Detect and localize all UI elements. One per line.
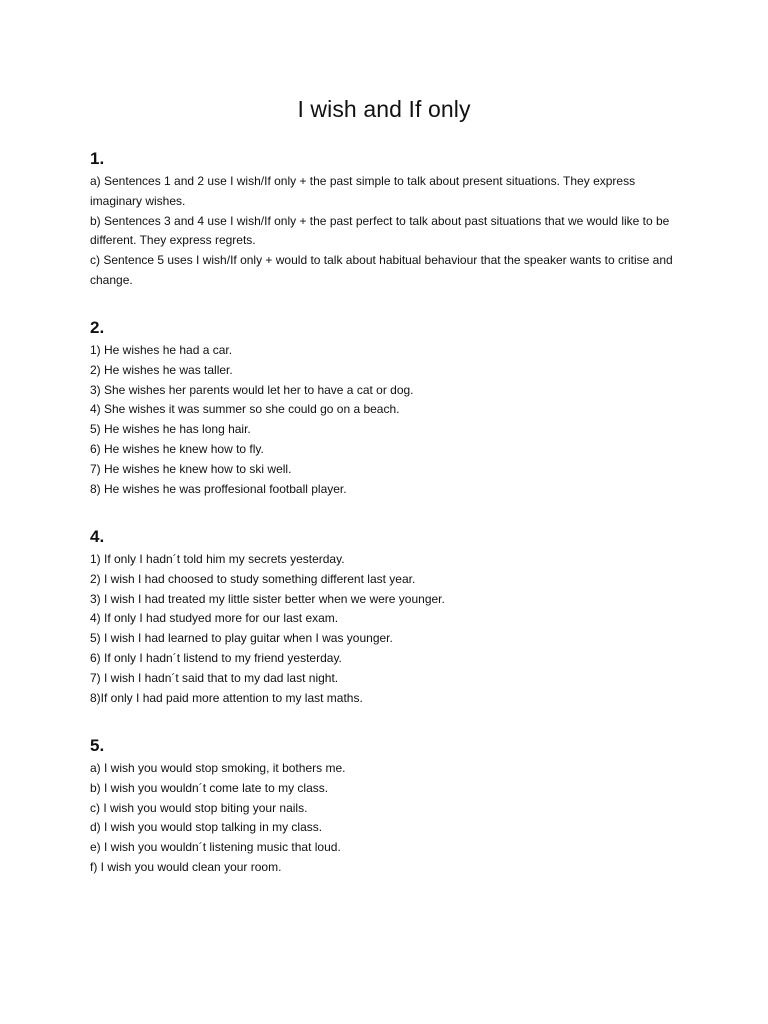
answer-line: c) Sentence 5 uses I wish/If only + would to talk about habitual behaviour that the speaker wants to critise and change.	[90, 253, 673, 287]
section-lines	[90, 172, 690, 291]
answer-line: 2) I wish I had choosed to study something different last year.	[90, 571, 416, 586]
section-number: 1.	[90, 149, 105, 168]
answer-line: 2) He wishes he was taller.	[90, 362, 233, 377]
section-lines	[90, 341, 690, 499]
answer-line: a) I wish you would stop smoking, it bothers me.	[90, 761, 346, 775]
section-lines	[90, 759, 690, 878]
answer-line: 4) She wishes it was summer so she could go on a beach.	[90, 402, 400, 417]
answer-line: 1) He wishes he had a car.	[90, 343, 233, 357]
section-number: 5.	[90, 736, 105, 755]
section-4	[90, 526, 690, 708]
answer-line: d) I wish you would stop talking in my class.	[90, 820, 323, 835]
answer-line: b) I wish you wouldn´t come late to my class.	[90, 780, 329, 795]
answer-line: 1) If only I hadn´t told him my secrets yesterday.	[90, 552, 345, 566]
page-title: I wish and If only	[297, 96, 471, 122]
answer-line: 4) If only I had studyed more for our last exam.	[90, 611, 339, 626]
answer-line: 5) I wish I had learned to play guitar when I was younger.	[90, 631, 393, 646]
answer-line: 8) He wishes he was proffesional football player.	[90, 481, 347, 496]
section-lines	[90, 550, 690, 708]
answer-line: b) Sentences 3 and 4 use I wish/If only + the past perfect to talk about past situations that we would like to be different. They express regrets.	[90, 213, 670, 248]
answer-line: 6) He wishes he knew how to fly.	[90, 441, 264, 456]
answer-line: 6) If only I hadn´t listend to my friend yesterday.	[90, 650, 342, 665]
answer-line: 7) I wish I hadn´t said that to my dad last night.	[90, 670, 339, 685]
answer-line: 5) He wishes he has long hair.	[90, 422, 251, 437]
section-number: 2.	[90, 318, 105, 337]
answer-line: 3) I wish I had treated my little sister better when we were younger.	[90, 591, 445, 606]
answer-line: 7) He wishes he knew how to ski well.	[90, 461, 292, 476]
section-2	[90, 317, 690, 499]
answer-line: c) I wish you would stop biting your nails.	[90, 800, 308, 815]
answer-line: 8)If only I had paid more attention to my last maths.	[90, 690, 363, 705]
section-1	[90, 148, 690, 291]
section-5	[90, 735, 690, 878]
section-number: 4.	[90, 527, 105, 546]
answer-line: e) I wish you wouldn´t listening music that loud.	[90, 840, 341, 855]
answer-line: f) I wish you would clean your room.	[90, 859, 282, 874]
answer-line: 3) She wishes her parents would let her to have a cat or dog.	[90, 382, 414, 397]
answer-line: a) Sentences 1 and 2 use I wish/If only + the past simple to talk about present situations. They express imaginary wishes.	[90, 174, 636, 208]
